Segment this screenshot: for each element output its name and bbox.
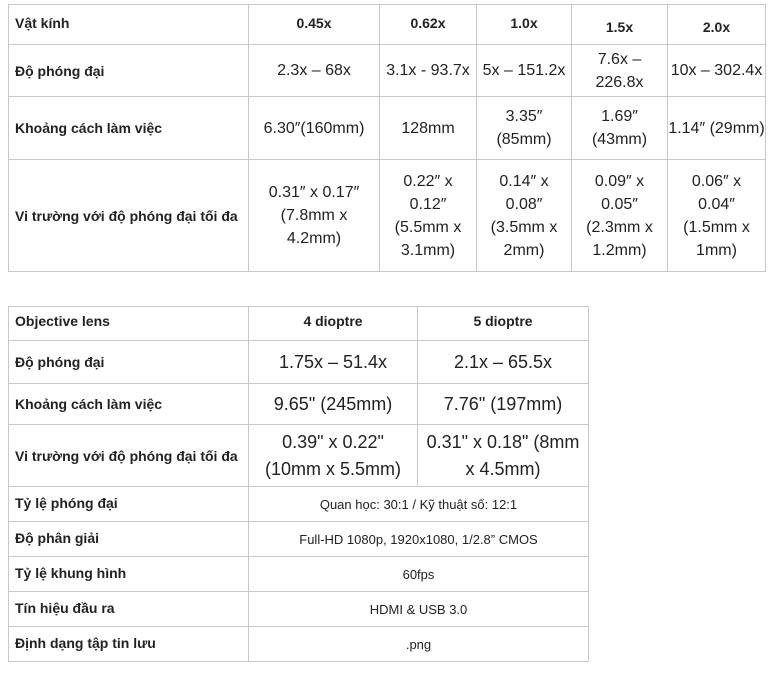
table-cell: Full-HD 1080p, 1920x1080, 1/2.8” CMOS: [249, 522, 589, 557]
table-row: [9, 160, 766, 272]
header-cell: 4 dioptre: [249, 307, 418, 341]
header-cell: 1.5x: [572, 5, 668, 45]
table-cell: 3.35″ (85mm): [477, 97, 572, 160]
table-row: [9, 522, 589, 557]
table-cell: 1.69″ (43mm): [572, 97, 668, 160]
table-cell: HDMI & USB 3.0: [249, 592, 589, 627]
table-cell: 0.31″ x 0.17″ (7.8mm x 4.2mm): [249, 160, 380, 272]
table-cell: 0.31" x 0.18" (8mm x 4.5mm): [418, 425, 589, 487]
header-cell: 1.0x: [477, 5, 572, 45]
table-row: [9, 97, 766, 160]
objective-lens-spec-table: [8, 4, 766, 272]
row-label: Độ phóng đại: [9, 341, 249, 384]
header-cell: 0.62x: [380, 5, 477, 45]
table-cell: 0.06″ x 0.04″ (1.5mm x 1mm): [668, 160, 766, 272]
row-label: Tỷ lệ phóng đại: [9, 487, 249, 522]
table-cell: .png: [249, 627, 589, 662]
table-cell: 1.14″ (29mm): [668, 97, 766, 160]
row-label: Định dạng tập tin lưu: [9, 627, 249, 662]
table-cell: 6.30″(160mm): [249, 97, 380, 160]
row-label: Vi trường với độ phóng đại tối đa: [9, 160, 249, 272]
table-cell: 0.14″ x 0.08″ (3.5mm x 2mm): [477, 160, 572, 272]
table-cell: 0.39" x 0.22" (10mm x 5.5mm): [249, 425, 418, 487]
table-cell: 60fps: [249, 557, 589, 592]
row-label: Khoảng cách làm việc: [9, 384, 249, 425]
table-row: [9, 45, 766, 97]
table-cell: 10x – 302.4x: [668, 45, 766, 97]
header-cell: Objective lens: [9, 307, 249, 341]
table-cell: 7.6x – 226.8x: [572, 45, 668, 97]
table-row: [9, 627, 589, 662]
table-row: [9, 557, 589, 592]
table-cell: 1.75x – 51.4x: [249, 341, 418, 384]
table-header-row: [9, 307, 589, 341]
table-cell: 0.09″ x 0.05″ (2.3mm x 1.2mm): [572, 160, 668, 272]
dioptre-spec-table: [8, 306, 589, 662]
row-label: Khoảng cách làm việc: [9, 97, 249, 160]
row-label: Độ phóng đại: [9, 45, 249, 97]
table-header-row: [9, 5, 766, 45]
header-cell: 2.0x: [668, 5, 766, 45]
table-cell: 3.1x - 93.7x: [380, 45, 477, 97]
table-row: [9, 425, 589, 487]
table-cell: 9.65" (245mm): [249, 384, 418, 425]
table-row: [9, 384, 589, 425]
table-row: [9, 341, 589, 384]
row-label: Vi trường với độ phóng đại tối đa: [9, 425, 249, 487]
table-cell: 2.1x – 65.5x: [418, 341, 589, 384]
table-cell: Quan học: 30:1 / Kỹ thuật số: 12:1: [249, 487, 589, 522]
header-cell: 5 dioptre: [418, 307, 589, 341]
table-cell: 128mm: [380, 97, 477, 160]
header-cell: 0.45x: [249, 5, 380, 45]
table-row: [9, 592, 589, 627]
table-cell: 0.22″ x 0.12″ (5.5mm x 3.1mm): [380, 160, 477, 272]
row-label: Tỷ lệ khung hình: [9, 557, 249, 592]
table-cell: 7.76" (197mm): [418, 384, 589, 425]
row-label: Tín hiệu đầu ra: [9, 592, 249, 627]
table-row: [9, 487, 589, 522]
table-cell: 2.3x – 68x: [249, 45, 380, 97]
row-label: Độ phân giải: [9, 522, 249, 557]
table-cell: 5x – 151.2x: [477, 45, 572, 97]
header-cell: Vật kính: [9, 5, 249, 45]
